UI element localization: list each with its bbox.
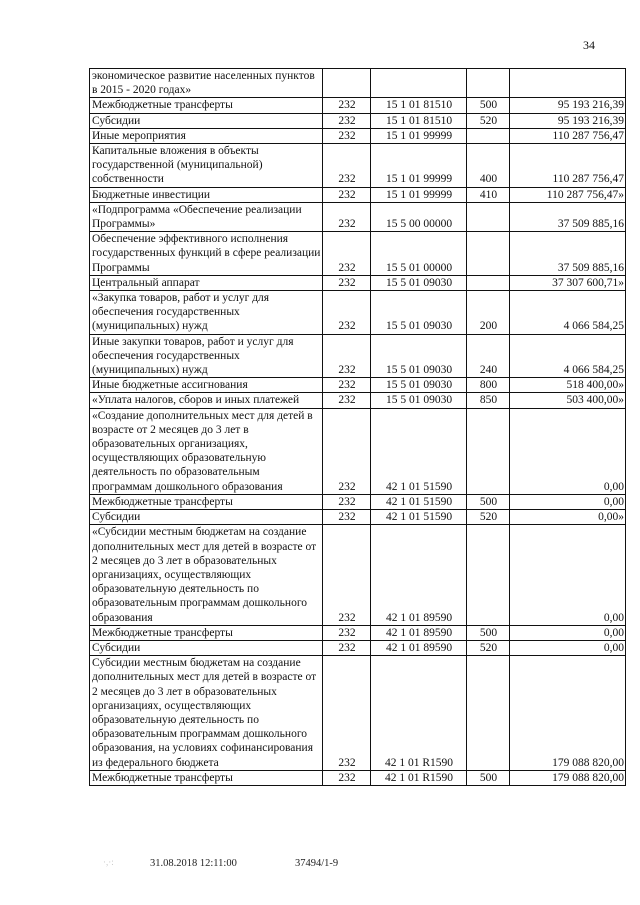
row-amount-cell: 37 307 600,71» — [510, 275, 626, 290]
row-name-cell: Иные закупки товаров, работ и услуг для обеспечения государственных (муниципальных) нужд — [90, 334, 323, 378]
row-name-cell: «Уплата налогов, сборов и иных платежей — [90, 393, 323, 408]
row-name-cell: Капитальные вложения в объекты государственной (муниципальной) собственности — [90, 144, 323, 188]
row-target-code-cell: 15 5 01 09030 — [371, 393, 467, 408]
row-grbs-cell: 232 — [323, 525, 371, 625]
row-name-cell: Иные мероприятия — [90, 128, 323, 143]
row-name-cell: Обеспечение эффективного исполнения государственных функций в сфере реализации Программы — [90, 232, 323, 276]
table-row — [90, 275, 626, 290]
row-amount-cell: 503 400,00» — [510, 393, 626, 408]
row-grbs-cell: 232 — [323, 510, 371, 525]
table-row — [90, 770, 626, 785]
row-grbs-cell: 232 — [323, 232, 371, 276]
row-target-code-cell: 15 5 01 09030 — [371, 378, 467, 393]
row-target-code-cell: 42 1 01 R1590 — [371, 770, 467, 785]
row-target-code-cell: 15 5 01 00000 — [371, 232, 467, 276]
table-row — [90, 334, 626, 378]
table-row — [90, 393, 626, 408]
table-row — [90, 98, 626, 113]
row-amount-cell: 110 287 756,47» — [510, 187, 626, 202]
row-target-code-cell: 42 1 01 R1590 — [371, 656, 467, 771]
row-amount-cell: 0,00 — [510, 408, 626, 494]
row-expense-type-cell: 200 — [467, 291, 510, 335]
row-grbs-cell: 232 — [323, 625, 371, 640]
row-name-cell: Межбюджетные трансферты — [90, 98, 323, 113]
row-name-cell: Иные бюджетные ассигнования — [90, 378, 323, 393]
table-row — [90, 113, 626, 128]
table-row — [90, 408, 626, 494]
row-amount-cell: 0,00 — [510, 625, 626, 640]
table-row — [90, 378, 626, 393]
row-amount-cell: 4 066 584,25 — [510, 334, 626, 378]
row-expense-type-cell: 520 — [467, 113, 510, 128]
row-expense-type-cell: 500 — [467, 98, 510, 113]
row-name-cell: Субсидии — [90, 640, 323, 655]
row-grbs-cell: 232 — [323, 202, 371, 231]
row-grbs-cell: 232 — [323, 770, 371, 785]
row-expense-type-cell — [467, 656, 510, 771]
row-target-code-cell: 15 5 01 09030 — [371, 291, 467, 335]
row-target-code-cell: 42 1 01 89590 — [371, 525, 467, 625]
table-row — [90, 525, 626, 625]
row-amount-cell: 95 193 216,39 — [510, 113, 626, 128]
row-name-cell: экономическое развитие населенных пунктов в 2015 - 2020 годах» — [90, 69, 323, 98]
page-number: 34 — [583, 38, 595, 52]
row-target-code-cell: 42 1 01 89590 — [371, 640, 467, 655]
row-target-code-cell: 15 1 01 81510 — [371, 113, 467, 128]
row-target-code-cell: 15 1 01 99999 — [371, 144, 467, 188]
row-amount-cell: 4 066 584,25 — [510, 291, 626, 335]
row-amount-cell: 179 088 820,00 — [510, 770, 626, 785]
table-row — [90, 144, 626, 188]
row-grbs-cell: 232 — [323, 393, 371, 408]
row-target-code-cell: 15 5 01 09030 — [371, 275, 467, 290]
row-name-cell: Межбюджетные трансферты — [90, 494, 323, 509]
row-name-cell: «Закупка товаров, работ и услуг для обеспечения государственных (муниципальных) нужд — [90, 291, 323, 335]
row-grbs-cell: 232 — [323, 291, 371, 335]
row-amount-cell: 110 287 756,47 — [510, 128, 626, 143]
row-target-code-cell: 15 1 01 99999 — [371, 128, 467, 143]
footer-datetime: 31.08.2018 12:11:00 — [150, 858, 237, 869]
row-grbs-cell: 232 — [323, 128, 371, 143]
row-name-cell: Субсидии — [90, 510, 323, 525]
table-row — [90, 625, 626, 640]
budget-table-body — [90, 69, 626, 786]
row-amount-cell: 179 088 820,00 — [510, 656, 626, 771]
row-name-cell: «Создание дополнительных мест для детей в возрасте от 2 месяцев до 3 лет в образовательных организациях, осуществляющих образовательную деятельность по образовательным программам дошкольного образования — [90, 408, 323, 494]
row-expense-type-cell — [467, 128, 510, 143]
table-row — [90, 187, 626, 202]
row-grbs-cell: 232 — [323, 113, 371, 128]
table-row — [90, 232, 626, 276]
row-expense-type-cell — [467, 202, 510, 231]
row-amount-cell: 37 509 885,16 — [510, 202, 626, 231]
row-target-code-cell: 42 1 01 89590 — [371, 625, 467, 640]
row-expense-type-cell: 520 — [467, 510, 510, 525]
row-target-code-cell: 15 1 01 81510 — [371, 98, 467, 113]
scan-smudge: ·,·: — [103, 857, 114, 867]
row-target-code-cell — [371, 69, 467, 98]
row-amount-cell: 110 287 756,47 — [510, 144, 626, 188]
row-target-code-cell: 42 1 01 51590 — [371, 494, 467, 509]
row-grbs-cell: 232 — [323, 334, 371, 378]
row-grbs-cell: 232 — [323, 144, 371, 188]
row-target-code-cell: 42 1 01 51590 — [371, 408, 467, 494]
row-target-code-cell: 15 5 00 00000 — [371, 202, 467, 231]
row-grbs-cell: 232 — [323, 98, 371, 113]
row-grbs-cell: 232 — [323, 640, 371, 655]
row-expense-type-cell: 400 — [467, 144, 510, 188]
row-amount-cell: 0,00 — [510, 525, 626, 625]
row-grbs-cell: 232 — [323, 187, 371, 202]
row-expense-type-cell: 850 — [467, 393, 510, 408]
row-name-cell: Субсидии — [90, 113, 323, 128]
table-row — [90, 202, 626, 231]
table-row — [90, 128, 626, 143]
row-name-cell: Центральный аппарат — [90, 275, 323, 290]
row-name-cell: Бюджетные инвестиции — [90, 187, 323, 202]
row-amount-cell: 95 193 216,39 — [510, 98, 626, 113]
row-expense-type-cell: 500 — [467, 625, 510, 640]
table-row — [90, 510, 626, 525]
row-grbs-cell: 232 — [323, 494, 371, 509]
row-expense-type-cell: 520 — [467, 640, 510, 655]
table-row — [90, 69, 626, 98]
row-grbs-cell: 232 — [323, 275, 371, 290]
row-grbs-cell: 232 — [323, 656, 371, 771]
row-name-cell: Субсидии местным бюджетам на создание дополнительных мест для детей в возрасте от 2 месяцев до 3 лет в образовательных организациях, осуществляющих образовательную деятельность по образовательным программам дошкольного образования, на условиях софинансирования из федерального бюджета — [90, 656, 323, 771]
row-expense-type-cell — [467, 408, 510, 494]
row-grbs-cell: 232 — [323, 378, 371, 393]
row-expense-type-cell: 500 — [467, 494, 510, 509]
row-expense-type-cell: 500 — [467, 770, 510, 785]
table-row — [90, 656, 626, 771]
row-expense-type-cell — [467, 69, 510, 98]
row-expense-type-cell — [467, 232, 510, 276]
row-target-code-cell: 15 1 01 99999 — [371, 187, 467, 202]
row-name-cell: «Субсидии местным бюджетам на создание дополнительных мест для детей в возрасте от 2 месяцев до 3 лет в образовательных организациях, осуществляющих образовательную деятельность по образовательным программам дошкольного образования — [90, 525, 323, 625]
row-expense-type-cell: 800 — [467, 378, 510, 393]
row-target-code-cell: 15 5 01 09030 — [371, 334, 467, 378]
row-expense-type-cell — [467, 275, 510, 290]
row-name-cell: «Подпрограмма «Обеспечение реализации Программы» — [90, 202, 323, 231]
row-amount-cell — [510, 69, 626, 98]
row-name-cell: Межбюджетные трансферты — [90, 625, 323, 640]
row-amount-cell: 518 400,00» — [510, 378, 626, 393]
budget-table — [89, 68, 626, 786]
row-expense-type-cell — [467, 525, 510, 625]
row-target-code-cell: 42 1 01 51590 — [371, 510, 467, 525]
row-amount-cell: 0,00 — [510, 640, 626, 655]
table-row — [90, 640, 626, 655]
row-amount-cell: 0,00» — [510, 510, 626, 525]
table-row — [90, 291, 626, 335]
row-amount-cell: 0,00 — [510, 494, 626, 509]
row-grbs-cell — [323, 69, 371, 98]
row-amount-cell: 37 509 885,16 — [510, 232, 626, 276]
footer-doc-number: 37494/1-9 — [295, 858, 339, 869]
row-expense-type-cell: 410 — [467, 187, 510, 202]
row-expense-type-cell: 240 — [467, 334, 510, 378]
row-name-cell: Межбюджетные трансферты — [90, 770, 323, 785]
table-row — [90, 494, 626, 509]
row-grbs-cell: 232 — [323, 408, 371, 494]
